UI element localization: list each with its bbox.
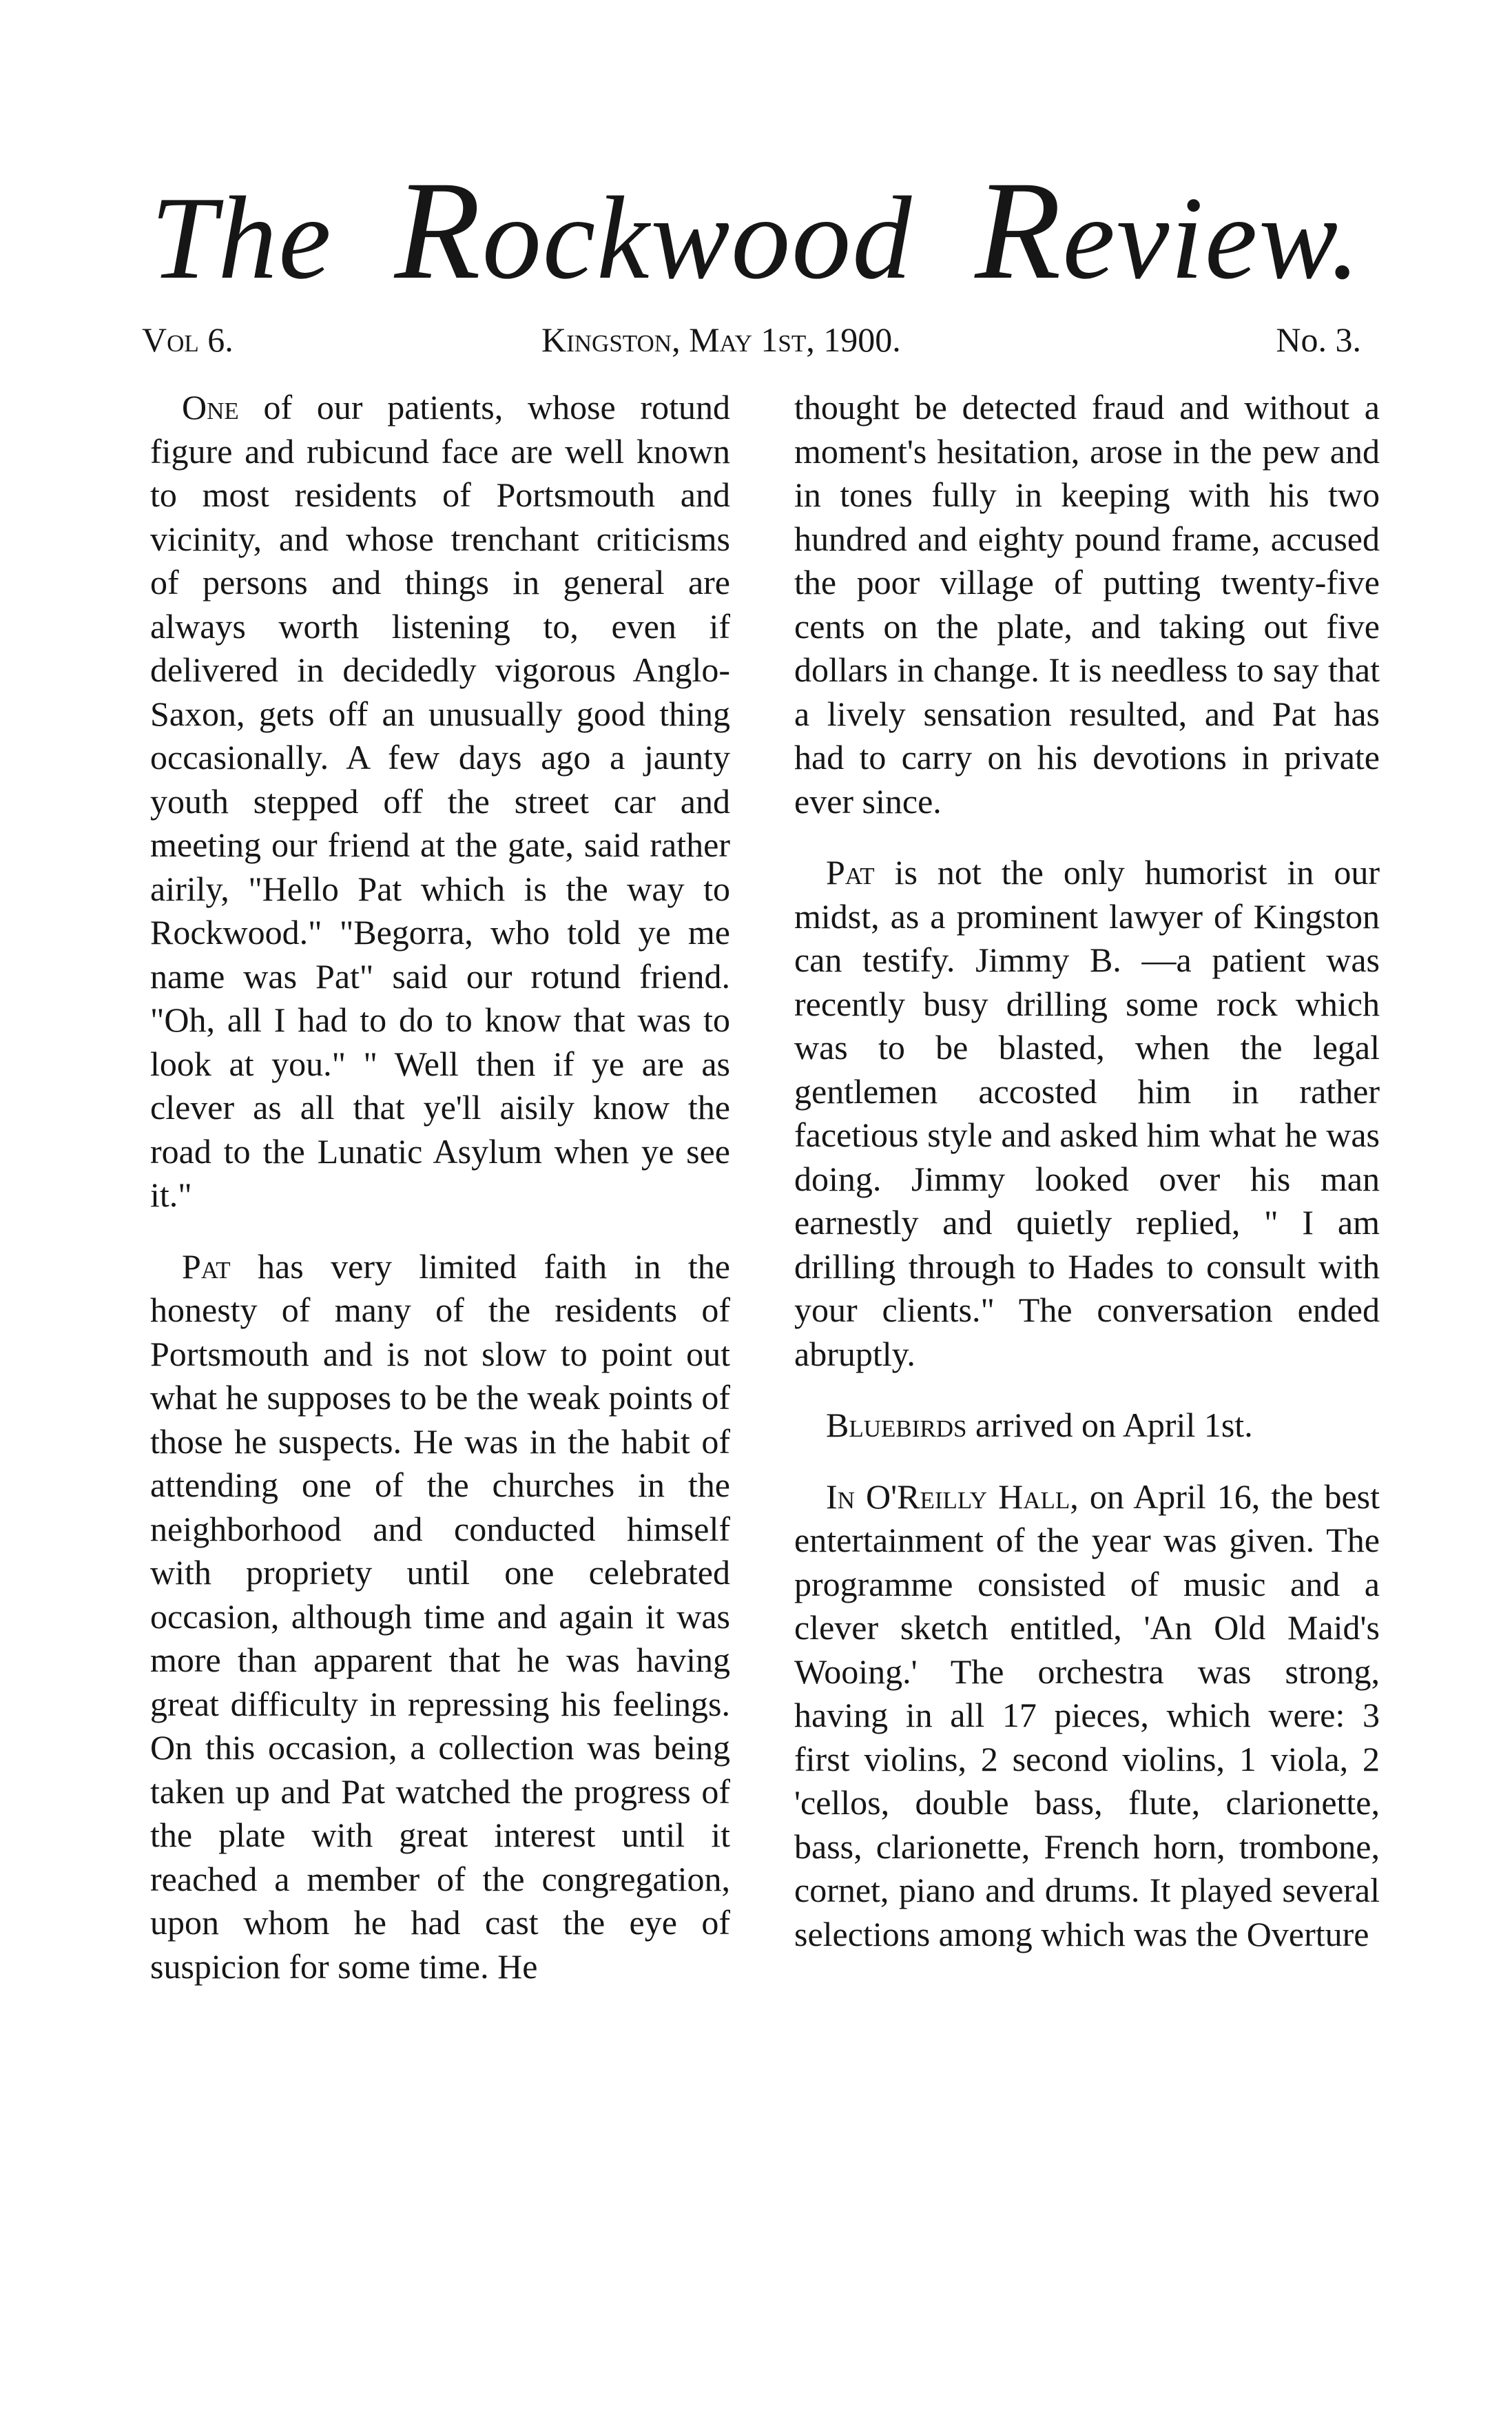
title-initial-r-rockwood: R	[394, 152, 482, 309]
paragraph-text: is not the only humorist in our midst, as a prominent lawyer of Kingston can testify. Jimmy B. —a patient was recently busy drilling some rock which was to be blasted, when the legal gentlemen accosted him in rather facetious style and asked him what he was doing. Jimmy looked over his man earnestly and quietly replied, " I am drilling through to Hades to consult with your clients." The conversation ended abruptly.	[794, 853, 1380, 1373]
left-column	[150, 386, 730, 2016]
paragraph-text: on April 16, the best entertainment of the year was given. The programme consisted of music and a clever sketch entitled, 'An Old Maid's Wooing.' The orchestra was strong, having in all 17 pieces, which were: 3 first violins, 2 second violins, 1 viola, 2 'cellos, double bass, flute, clarionette, bass, clarionette, French horn, trombone, cornet, piano and drums. It played several selections among which was the Overture	[794, 1477, 1380, 1953]
paragraph-text: thought be detected fraud and without a moment's hesitation, arose in the pew and in tones fully in keeping with his two hundred and eighty pound frame, accused the poor village of putting twenty-five cents on the plate, and taking out five dollars in change. It is needless to say that a lively sensation resulted, and Pat has had to carry on his devotions in private ever since.	[794, 388, 1380, 821]
volume-label: Vol 6.	[142, 320, 234, 359]
paragraph-lead-word: Pat	[826, 853, 875, 892]
right-column	[794, 386, 1380, 1984]
paragraph-text: has very limited faith in the honesty of many of the residents of Portsmouth and is not slow to point out what he supposes to be the weak points of those he suspects. He was in the habit of attending one of the churches in the neighborhood and conducted himself with propriety until one celebrated occasion, although time and again it was more than apparent that he was having great difficulty in repressing his feelings. On this occasion, a collection was being taken up and Pat watched the progress of the plate with great interest until it reached a member of the congregation, upon whom he had cast the eye of suspicion for some time. He	[150, 1246, 730, 1986]
paragraph-church-continuation	[794, 386, 1380, 823]
place-date-label: Kingston, May 1st, 1900.	[541, 320, 901, 359]
title-word-the: The	[150, 173, 333, 304]
title-word-eview: eview.	[1062, 173, 1362, 304]
title-initial-r-review: R	[975, 152, 1063, 309]
title-word-ockwood: ockwood	[481, 173, 913, 304]
paragraph-lead-word: One	[182, 388, 239, 427]
paragraph-pat-rockwood-anecdote	[150, 386, 730, 1218]
paragraph-jimmy-lawyer-anecdote	[794, 851, 1380, 1376]
issue-number-label: No. 3.	[1276, 320, 1361, 359]
dateline	[142, 316, 1361, 364]
paragraph-lead-word: Pat	[182, 1246, 231, 1286]
paragraph-lead-word: Bluebirds	[826, 1406, 967, 1444]
paragraph-bluebirds-note	[794, 1404, 1380, 1448]
paragraph-oreilly-hall-entertainment	[794, 1475, 1380, 1957]
paragraph-text: of our patients, whose rotund figure and rubicund face are well known to most residents of Portsmouth and vicinity, and whose trenchant criticisms of persons and things in general are always worth listening to, even if delivered in decidedly vigorous Anglo-Saxon, gets off an unusually good thing occasionally. A few days ago a jaunty youth stepped off the street car and meeting our friend at the gate, said rather airily, "Hello Pat which is the way to Rockwood." "Begorra, who told ye me name was Pat" said our rotund friend. "Oh, all I had to do to know that was to look at you." " Well then if ye are as clever as all that ye'll aisily know the road to the Lunatic Asylum when ye see it."	[150, 388, 730, 1214]
paragraph-lead-word: In O'Reilly Hall,	[826, 1477, 1079, 1516]
paragraph-text: arrived on April 1st.	[966, 1406, 1253, 1444]
page-title	[0, 152, 1512, 309]
paragraph-pat-church-anecdote	[150, 1245, 730, 1989]
